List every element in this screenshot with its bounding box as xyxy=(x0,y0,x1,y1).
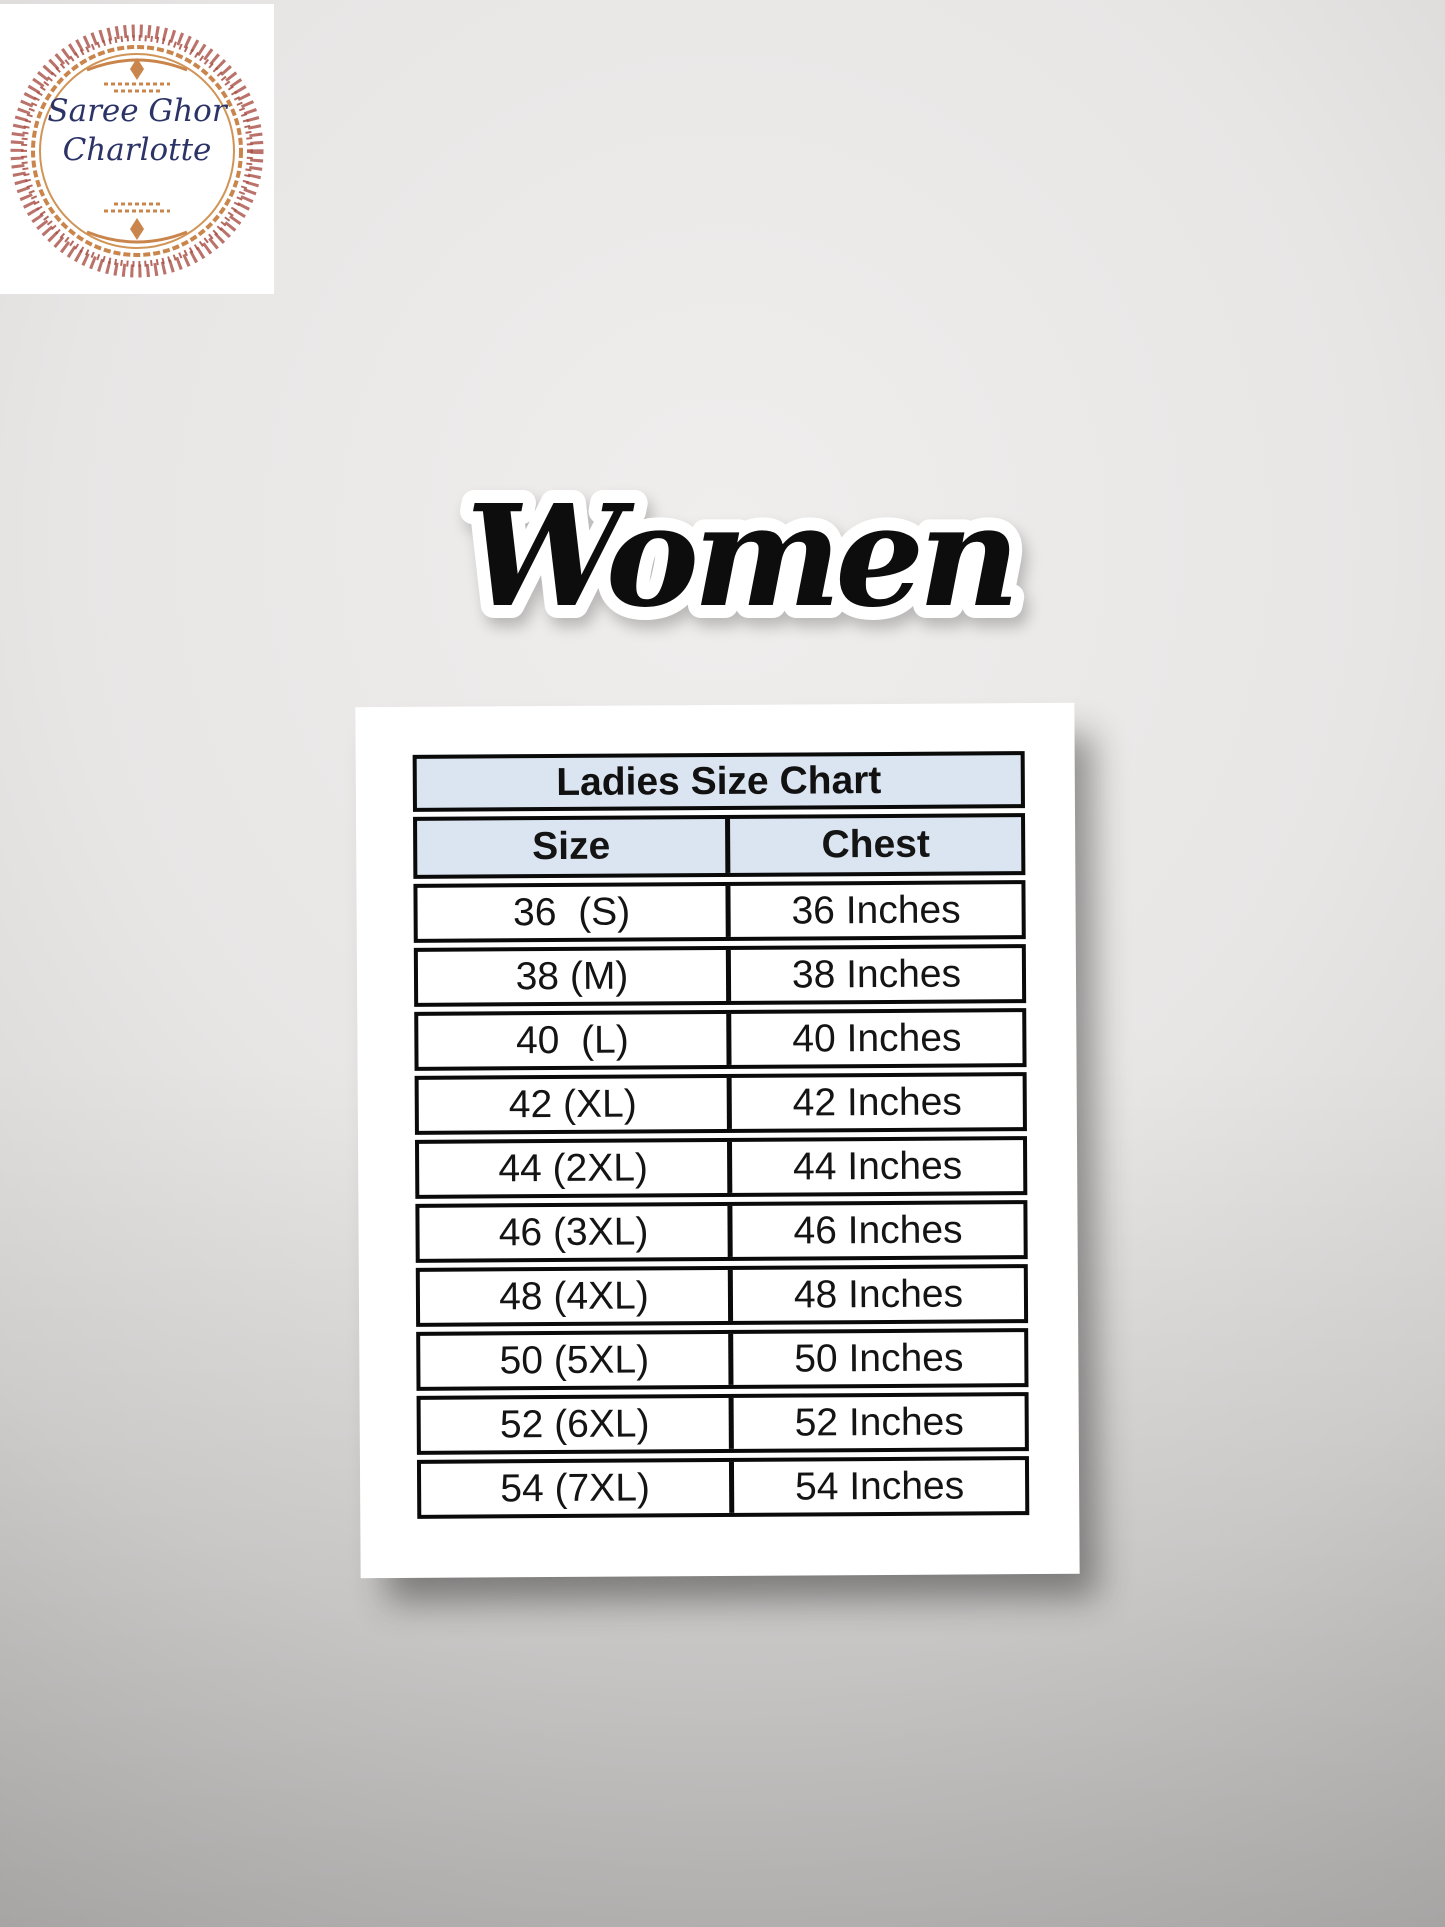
size-value: 54 (7XL) xyxy=(500,1465,651,1510)
brand-name-line1: Saree Ghor xyxy=(47,93,227,129)
women-heading-art xyxy=(0,445,1445,680)
brand-logo xyxy=(0,4,274,294)
chest-value: 38 Inches xyxy=(726,948,1022,1001)
column-header-size: Size xyxy=(532,824,611,869)
size-value: 52 (6XL) xyxy=(499,1401,650,1446)
table-row xyxy=(413,880,1025,943)
chest-value: 52 Inches xyxy=(729,1396,1025,1449)
size-value: 46 (3XL) xyxy=(498,1209,649,1254)
women-heading-sticker xyxy=(0,445,1445,680)
table-row xyxy=(415,1200,1027,1263)
table-row xyxy=(414,1008,1026,1071)
table-row xyxy=(416,1328,1028,1391)
women-heading-text: Women xyxy=(465,475,1015,639)
size-chart-title: Ladies Size Chart xyxy=(556,758,882,804)
chest-value: 44 Inches xyxy=(727,1140,1023,1193)
table-row xyxy=(415,1136,1027,1199)
chest-value: 36 Inches xyxy=(725,884,1021,937)
chest-value: 46 Inches xyxy=(727,1204,1023,1257)
size-chart-title-row xyxy=(413,751,1025,812)
table-row xyxy=(417,1456,1029,1519)
size-chart-header-row xyxy=(413,813,1025,879)
table-row xyxy=(417,1392,1029,1455)
size-value: 36 (S) xyxy=(512,890,631,934)
chest-value: 54 Inches xyxy=(729,1460,1025,1513)
size-value: 42 (XL) xyxy=(508,1081,637,1126)
size-chart-table xyxy=(413,751,1030,1519)
size-value: 40 (L) xyxy=(515,1018,629,1062)
chest-value: 48 Inches xyxy=(728,1268,1024,1321)
column-header-chest: Chest xyxy=(725,817,1021,873)
brand-name-line2: Charlotte xyxy=(62,131,212,168)
brand-name xyxy=(0,92,274,170)
table-row xyxy=(414,944,1026,1007)
table-row xyxy=(416,1264,1028,1327)
chest-value: 40 Inches xyxy=(726,1012,1022,1065)
size-value: 38 (M) xyxy=(515,954,629,998)
chest-value: 50 Inches xyxy=(728,1332,1024,1385)
chest-value: 42 Inches xyxy=(727,1076,1023,1129)
size-value: 44 (2XL) xyxy=(498,1145,649,1190)
size-value: 50 (5XL) xyxy=(499,1337,650,1382)
size-chart-card xyxy=(355,703,1079,1578)
table-row xyxy=(415,1072,1027,1135)
size-value: 48 (4XL) xyxy=(499,1273,649,1318)
